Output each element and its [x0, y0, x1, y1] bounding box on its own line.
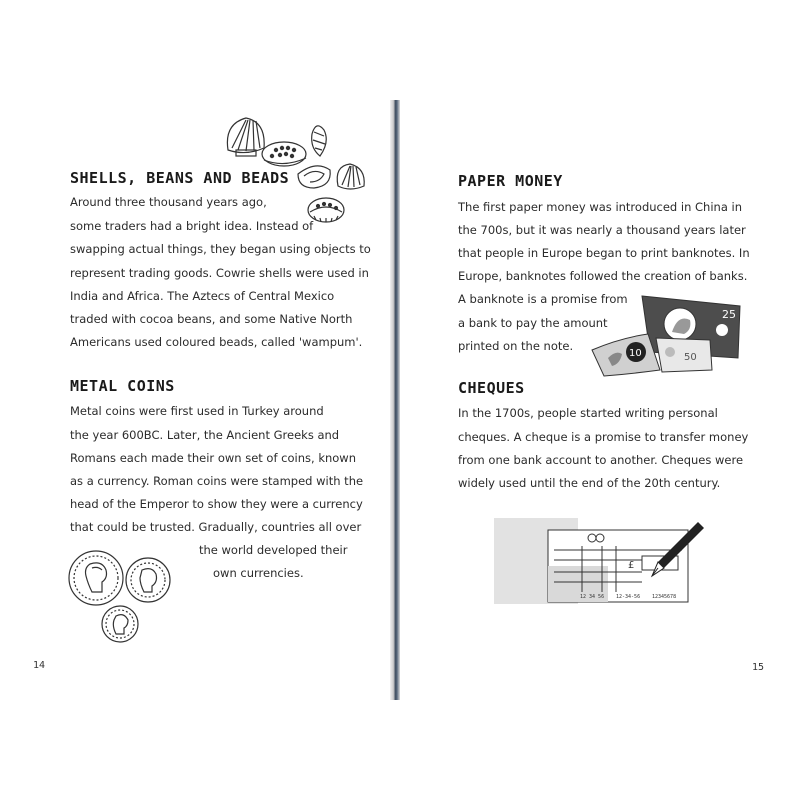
banknote-icon: [592, 334, 660, 376]
coin-icon: [102, 606, 138, 642]
page-number-left: 14: [33, 660, 46, 671]
cowrie-shell-icon: [262, 142, 306, 166]
paper-money-text-line: a bank to pay the amount: [458, 316, 608, 330]
conch-shell-icon: [312, 126, 327, 156]
cheques-text-line: from one bank account to another. Cheques were: [458, 453, 744, 467]
cheques-heading: CHEQUES: [458, 379, 525, 397]
coins-text-line: own currencies.: [213, 566, 304, 580]
coins-text-line: Romans each made their own set of coins, known: [70, 451, 356, 465]
banknote-value-label: 10: [629, 348, 642, 359]
shells-text-line: some traders had a bright idea. Instead of: [70, 219, 314, 233]
shells-text-line: represent trading goods. Cowrie shells were used in: [70, 266, 369, 280]
paper-money-heading: PAPER MONEY: [458, 172, 563, 190]
spiral-shell-icon: [298, 166, 330, 188]
paper-money-text-line: A banknote is a promise from: [458, 292, 628, 306]
shells-heading: SHELLS, BEANS AND BEADS: [70, 169, 290, 187]
shells-text-line: traded with cocoa beans, and some Native North: [70, 312, 353, 326]
shells-text-line: Around three thousand years ago,: [70, 195, 267, 209]
coin-icon: [69, 551, 123, 605]
coins-text-line: head of the Emperor to show they were a currency: [70, 497, 363, 511]
paper-money-text-line: Europe, banknotes followed the creation of banks.: [458, 269, 748, 283]
right-page: [400, 100, 770, 700]
cheque-currency-label: £: [628, 560, 635, 571]
cheques-text-line: In the 1700s, people started writing personal: [458, 406, 718, 420]
cheque-illustration: [492, 516, 712, 606]
page-number-right: 15: [752, 662, 765, 673]
coin-icon: [126, 558, 170, 602]
paper-money-text-line: the 700s, but it was nearly a thousand years later: [458, 223, 746, 237]
cheques-text-line: cheques. A cheque is a promise to transfer money: [458, 430, 749, 444]
cheques-text-line: widely used until the end of the 20th century.: [458, 476, 721, 490]
coins-text-line: the world developed their: [199, 543, 348, 557]
scallop-shell-icon: [337, 164, 364, 189]
cowrie-shell-icon: [308, 198, 344, 222]
coins-illustration: [62, 548, 182, 648]
coins-text-line: Metal coins were first used in Turkey around: [70, 404, 324, 418]
paper-money-text-line: The first paper money was introduced in China in: [458, 200, 743, 214]
cheque-code-label: 12345678: [652, 594, 677, 600]
cheque-code-label: 12 34 56: [580, 594, 605, 600]
paper-money-text-line: that people in Europe began to print banknotes. In: [458, 246, 750, 260]
shells-text-line: India and Africa. The Aztecs of Central Mexico: [70, 289, 335, 303]
banknote-value-label: 25: [722, 308, 736, 321]
cheque-code-label: 12-34-56: [616, 594, 641, 600]
cheque-icon: [548, 530, 688, 602]
paper-money-text-line: printed on the note.: [458, 339, 574, 353]
coins-text-line: that could be trusted. Gradually, countries all over: [70, 520, 362, 534]
coins-text-line: as a currency. Roman coins were stamped with the: [70, 474, 364, 488]
banknote-value-label: 50: [684, 352, 697, 363]
coins-heading: METAL COINS: [70, 377, 175, 395]
coins-text-line: the year 600BC. Later, the Ancient Greeks and: [70, 428, 340, 442]
book-gutter: [390, 100, 400, 700]
shells-illustration: [220, 112, 370, 232]
shells-text-line: swapping actual things, they began using objects to: [70, 242, 371, 256]
banknote-icon: [656, 338, 712, 372]
scallop-shell-icon: [227, 118, 264, 156]
banknotes-illustration: [590, 288, 750, 378]
shells-text-line: Americans used coloured beads, called 'wampum'.: [70, 335, 363, 349]
